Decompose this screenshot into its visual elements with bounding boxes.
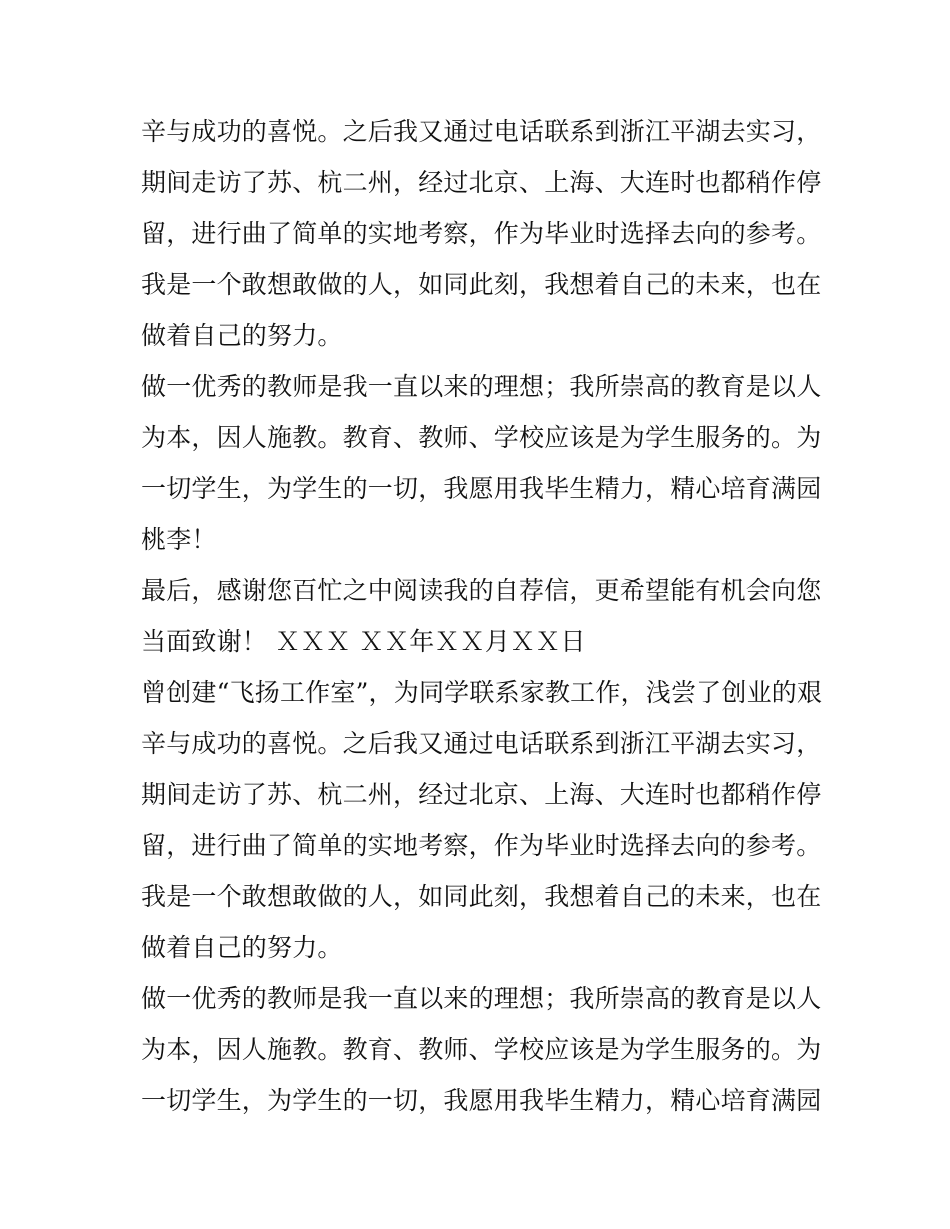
text-line: 最后，感谢您百忙之中阅读我的自荐信，更希望能有机会向您 bbox=[141, 576, 822, 605]
text-line: 做着自己的努力。 bbox=[141, 933, 343, 962]
document-body bbox=[141, 106, 821, 1126]
text-line: 做一优秀的教师是我一直以来的理想；我所崇高的教育是以人 bbox=[141, 372, 822, 401]
text-line: 一切学生，为学生的一切，我愿用我毕生精力，精心培育满园 bbox=[141, 474, 822, 503]
text-line: 我是一个敢想敢做的人，如同此刻，我想着自己的未来，也在 bbox=[141, 882, 822, 911]
text-line: 留，进行曲了简单的实地考察，作为毕业时选择去向的参考。 bbox=[141, 219, 822, 248]
text-line: 为本，因人施教。教育、教师、学校应该是为学生服务的。为 bbox=[141, 1035, 822, 1064]
text-line: 做着自己的努力。 bbox=[141, 321, 343, 350]
text-line: 期间走访了苏、杭二州，经过北京、上海、大连时也都稍作停 bbox=[141, 168, 822, 197]
text-line: 桃李！ bbox=[141, 525, 217, 554]
text-line: 辛与成功的喜悦。之后我又通过电话联系到浙江平湖去实习， bbox=[141, 729, 822, 758]
text-line: 为本，因人施教。教育、教师、学校应该是为学生服务的。为 bbox=[141, 423, 822, 452]
signature-date-line: 当面致谢！ ＸＸＸ ＸＸ年ＸＸ月ＸＸ日 bbox=[141, 627, 586, 656]
text-line: 期间走访了苏、杭二州，经过北京、上海、大连时也都稍作停 bbox=[141, 780, 822, 809]
text-line: 做一优秀的教师是我一直以来的理想；我所崇高的教育是以人 bbox=[141, 984, 822, 1013]
text-line: 辛与成功的喜悦。之后我又通过电话联系到浙江平湖去实习， bbox=[141, 117, 822, 146]
text-line: 我是一个敢想敢做的人，如同此刻，我想着自己的未来，也在 bbox=[141, 270, 822, 299]
text-line: 一切学生，为学生的一切，我愿用我毕生精力，精心培育满园 bbox=[141, 1086, 822, 1115]
text-line: 曾创建“飞扬工作室”，为同学联系家教工作，浅尝了创业的艰 bbox=[141, 678, 823, 707]
text-line: 留，进行曲了简单的实地考察，作为毕业时选择去向的参考。 bbox=[141, 831, 822, 860]
